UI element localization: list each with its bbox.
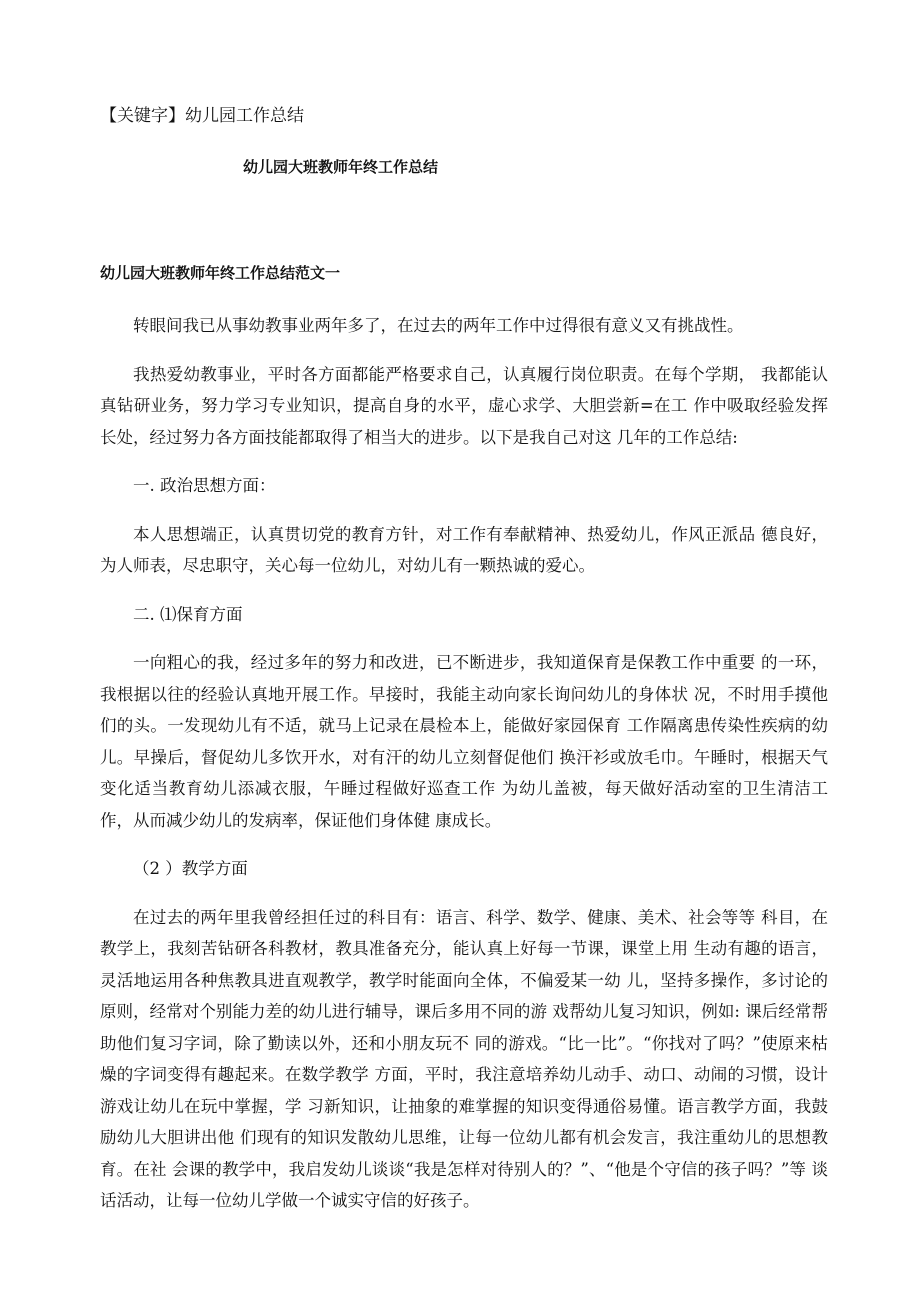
body-text — [100, 310, 828, 1234]
heading-care: 二. ⑴保育方面 — [133, 604, 243, 624]
paragraph-intro: 转眼间我已从事幼教事业两年多了，在过去的两年工作中过得很有意义又有挑战性。 — [133, 316, 744, 335]
paragraph-attitude: 我热爱幼教事业，平时各方面都能严格要求自己，认真履行岗位职责。在每个学期， 我都能认真钻研业务，努力学习专业知识，提高自身的水平，虚心求学、大胆尝新=在工 作中吸取经验发挥长处，经过努力各方面技能都取得了相当大的进步。以下是我自己对这 几年的工作总结: — [100, 364, 828, 447]
paragraph-political: 本人思想端正，认真贯切党的教育方针，对工作有奉献精神、热爱幼儿，作风正派品 德良好，为人师表，尽忠职守，关心每一位幼儿，对幼儿有一颗热诚的爱心。 — [100, 524, 828, 575]
document-title: 幼儿园大班教师年终工作总结 — [243, 158, 439, 176]
heading-teaching: （2 ）教学方面 — [133, 859, 248, 878]
section-title: 幼儿园大班教师年终工作总结范文一 — [100, 264, 341, 282]
keywords-line: 【关键字】幼儿园工作总结 — [100, 106, 304, 126]
paragraph-teaching: 在过去的两年里我曾经担任过的科目有：语言、科学、数学、健康、美术、社会等等 科目，在教学上，我刻苦钻研各科教材，教具准备充分，能认真上好每一节课，课堂上用 生动有趣的语言，灵活地运用各种焦教具进直观教学，教学时能面向全体，不偏爱某一幼 儿，坚持多操作，多讨论的原则，经常对个别能力差的幼儿进行辅导，课后多用不同的游 戏帮幼儿复习知识，例如: 课后经常帮助他们复习字词，除了勤读以外，还和小朋友玩不 同的游戏。“比一比”。“你找对了吗？”使原来枯燥的字词变得有趣起来。在数学教学 方面，平时，我注意培养幼儿动手、动口、动闹的习惯，设计游戏让幼儿在玩中掌握，学 习新知识，让抽象的难掌握的知识变得通俗易懂。语言教学方面，我鼓励幼儿大胆讲出他 们现有的知识发散幼儿思维，让每一位幼儿都有机会发言，我注重幼儿的思想教育。在社 会课的教学中，我启发幼儿谈谈“我是怎样对待别人的？”、“他是个守信的孩子吗？”等 谈话活动，让每一位幼儿学做一个诚实守信的好孩子。 — [100, 907, 828, 1210]
paragraph-care: 一向粗心的我，经过多年的努力和改进，已不断进步，我知道保育是保教工作中重要 的一环，我根据以往的经验认真地开展工作。早接时，我能主动向家长询问幼儿的身体状 况，不时用手摸他们的头。一发现幼儿有不适，就马上记录在晨检本上，能做好家园保育 工作隔离患传染性疾病的幼儿。早操后，督促幼儿多饮开水，对有汗的幼儿立刻督促他们 换汗衫或放毛巾。午睡时，根据天气变化适当教育幼儿添减衣服，午睡过程做好巡查工作 为幼儿盖被，每天做好活动室的卫生清洁工作，从而减少幼儿的发病率，保证他们身体健 康成长。 — [100, 653, 828, 830]
heading-political: 一. 政治思想方面： — [133, 476, 276, 495]
